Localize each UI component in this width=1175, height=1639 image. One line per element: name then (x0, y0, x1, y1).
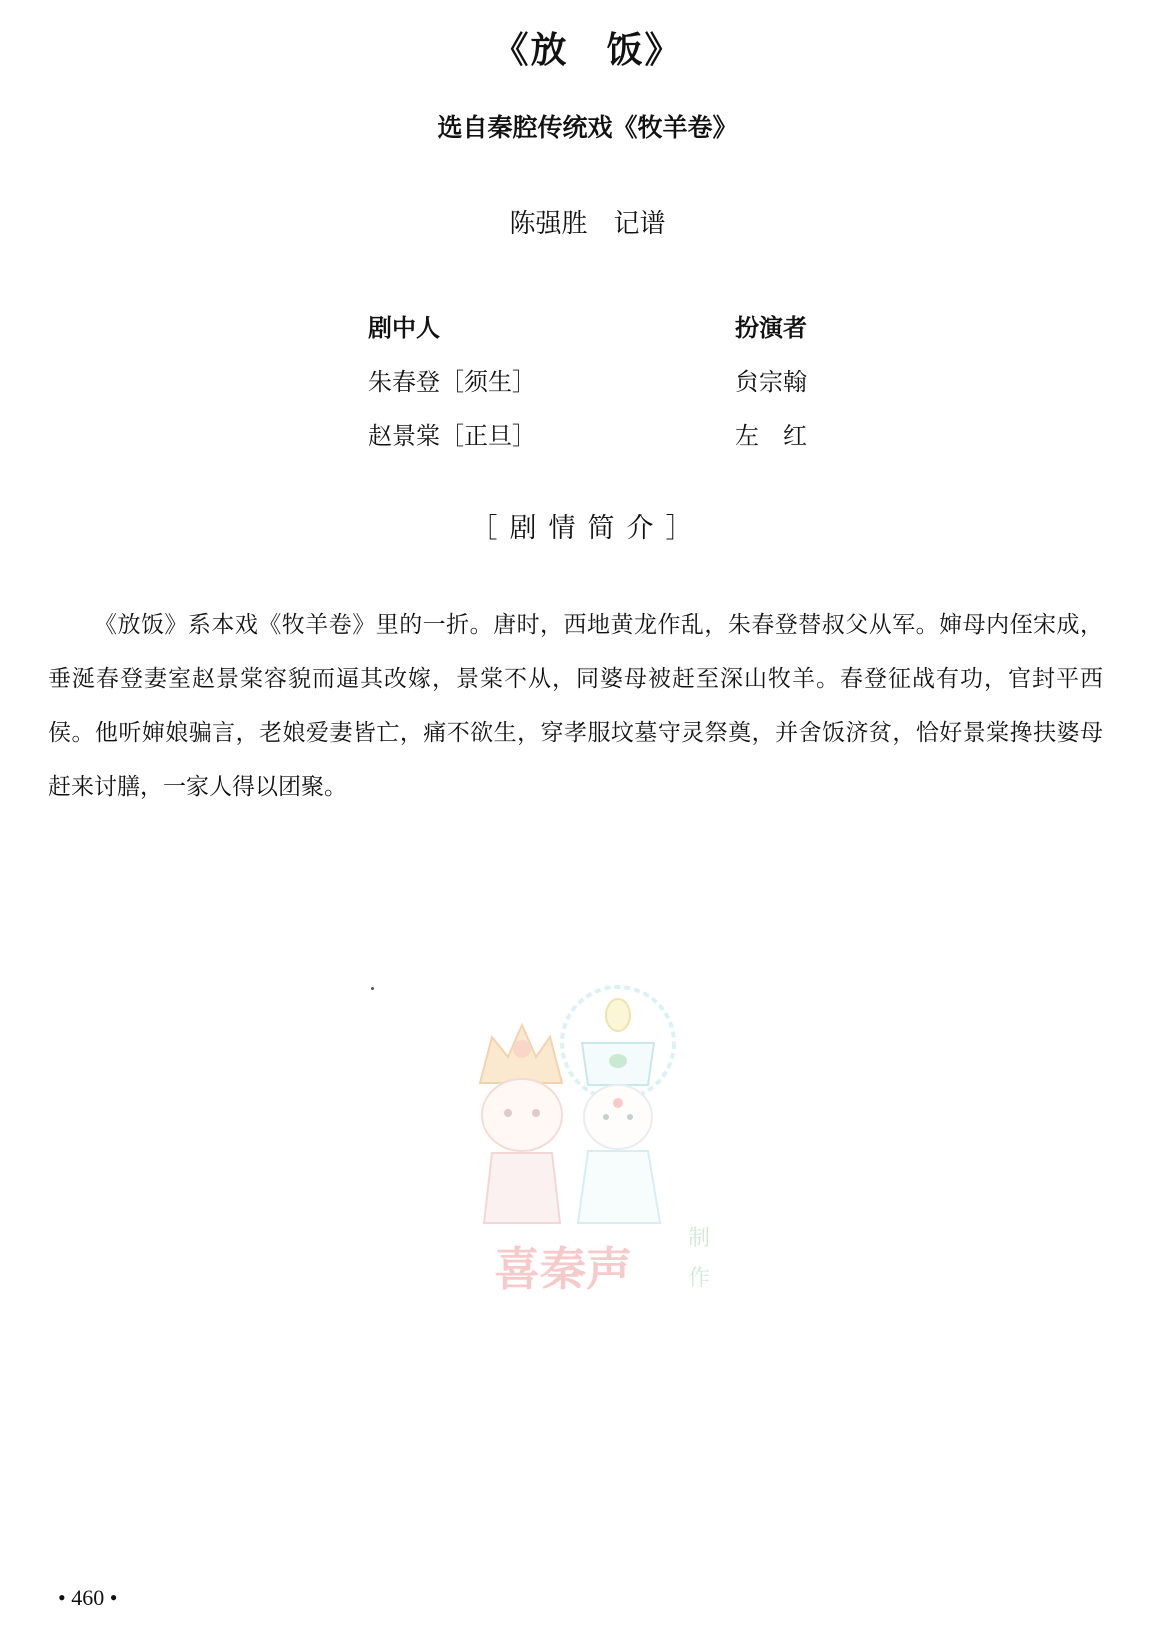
cast-header-row (368, 308, 828, 362)
stray-dot (371, 987, 374, 990)
page-title: 《放 饭》 (492, 29, 683, 71)
synopsis-heading: ［剧情简介］ (470, 513, 705, 544)
synopsis-paragraph: 《放饭》系本戏《牧羊卷》里的一折。唐时，西地黄龙作乱，朱春登替叔父从军。婶母内侄宋成，垂涎春登妻室赵景棠容貌而逼其改嫁，景棠不从，同婆母被赶至深山牧羊。春登征战有功，官封平西侯。他听婶娘骗言，老娘爱妻皆亡，痛不欲生，穿孝服坟墓守灵祭奠，并舍饭济贫，恰好景棠搀扶婆母赶来讨膳，一家人得以团聚。 (48, 612, 1103, 800)
subtitle: 选自秦腔传统戏《牧羊卷》 (437, 113, 738, 142)
cast-header-actor: 扮演者 (735, 314, 807, 342)
cast-role: 赵景棠［正旦］ (368, 422, 536, 450)
cast-row (368, 362, 828, 416)
watermark-side-text: 制作 (688, 1226, 711, 1291)
cast-row (368, 416, 828, 470)
cast-actor: 左 红 (735, 422, 807, 450)
author-credit: 陈强胜 记谱 (509, 209, 666, 239)
page-number: • 460 • (58, 1585, 118, 1610)
watermark-figures-icon (470, 985, 730, 1235)
watermark-text: 喜秦声 (494, 1242, 632, 1296)
cast-actor: 贠宗翰 (735, 368, 807, 396)
cast-header-role: 剧中人 (368, 314, 440, 342)
watermark-logo (470, 985, 730, 1295)
cast-role: 朱春登［须生］ (368, 368, 536, 396)
cast-table (368, 308, 828, 470)
